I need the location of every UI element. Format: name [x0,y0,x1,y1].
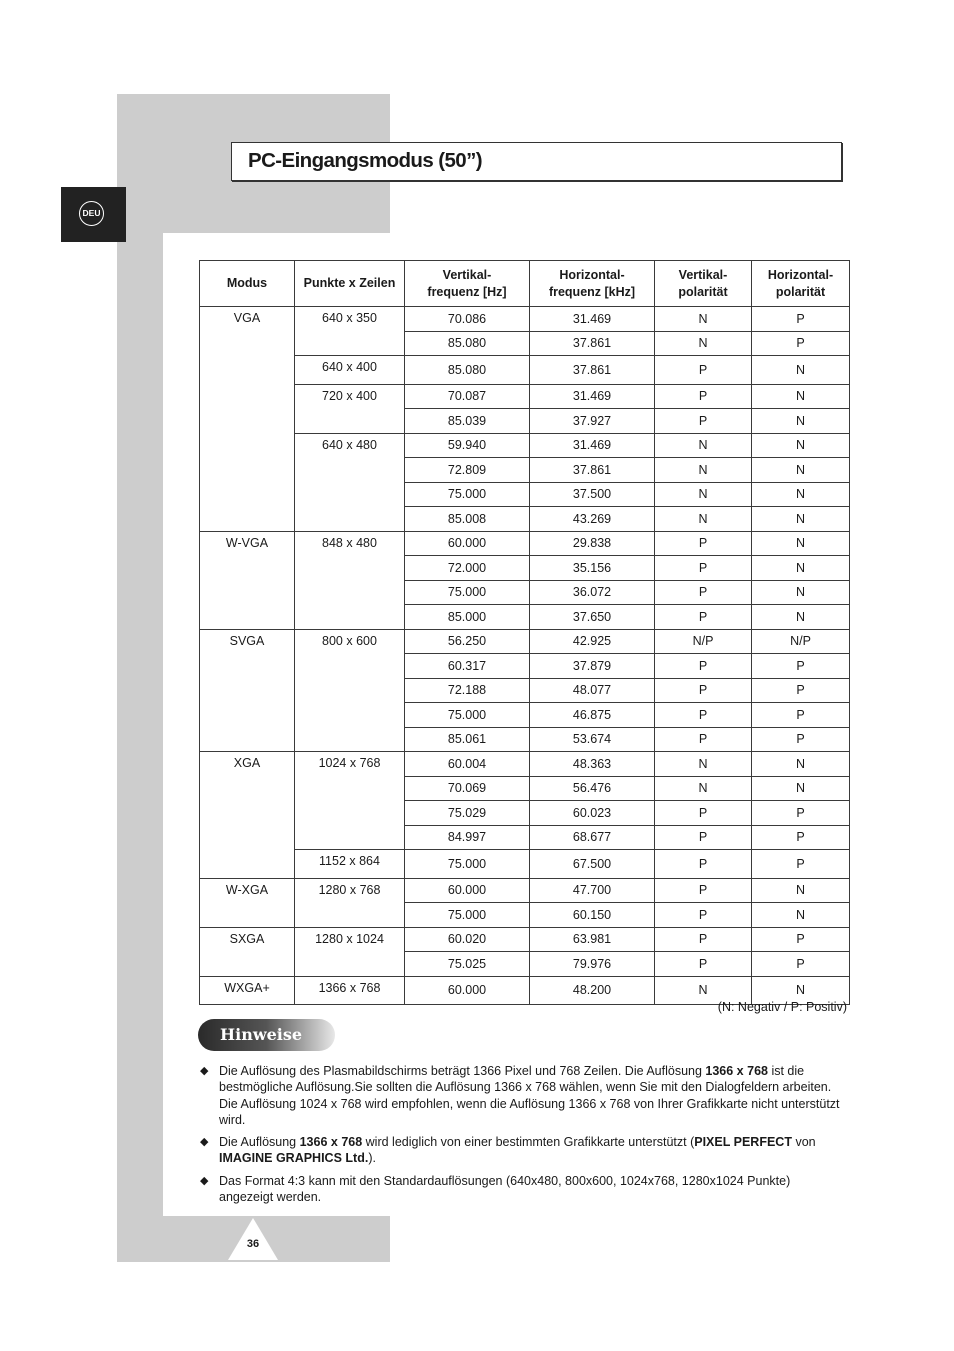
vertical-frequency-cell: 75.000 [405,482,530,507]
horizontal-frequency-cell: 47.700 [530,878,655,903]
table-row [200,850,850,879]
horizontal-frequency-cell: 43.269 [530,507,655,532]
vertical-polarity-cell: P [655,727,752,752]
resolution-cell: 640 x 480 [295,433,405,531]
vertical-polarity-cell: P [655,580,752,605]
vertical-frequency-cell: 84.997 [405,825,530,850]
table-row [200,356,850,385]
horizontal-frequency-cell: 31.469 [530,307,655,332]
table-row [200,927,850,952]
vertical-polarity-cell: P [655,531,752,556]
decor-band-left [117,233,163,1216]
vertical-frequency-cell: 85.080 [405,356,530,385]
vertical-polarity-cell: P [655,605,752,630]
vertical-polarity-cell: P [655,384,752,409]
vertical-frequency-cell: 85.000 [405,605,530,630]
horizontal-polarity-cell: N [752,384,850,409]
horizontal-polarity-cell: N/P [752,629,850,654]
horizontal-polarity-cell: N [752,976,850,1005]
table-body [200,307,850,1005]
polarity-legend: (N: Negativ / P: Positiv) [717,1000,847,1014]
horizontal-polarity-cell: N [752,433,850,458]
horizontal-polarity-cell: P [752,825,850,850]
vertical-polarity-cell: P [655,409,752,434]
resolution-cell: 640 x 350 [295,307,405,356]
diamond-bullet-icon: ◆ [200,1065,209,1077]
vertical-polarity-cell: N [655,458,752,483]
horizontal-frequency-cell: 79.976 [530,952,655,977]
horizontal-frequency-cell: 63.981 [530,927,655,952]
notes-heading: Hinweise [220,1025,303,1044]
note-emphasis: PIXEL PERFECT [694,1135,792,1150]
vertical-frequency-cell: 75.025 [405,952,530,977]
horizontal-polarity-cell: N [752,776,850,801]
horizontal-frequency-cell: 48.363 [530,752,655,777]
vertical-polarity-cell: P [655,903,752,928]
horizontal-frequency-cell: 68.677 [530,825,655,850]
horizontal-frequency-cell: 31.469 [530,384,655,409]
horizontal-frequency-cell: 42.925 [530,629,655,654]
header-horizontalpolaritaet: Horizontal- polarität [752,261,850,307]
table-row [200,878,850,903]
horizontal-polarity-cell: P [752,678,850,703]
page-number: 36 [246,1238,260,1250]
horizontal-polarity-cell: N [752,556,850,581]
vertical-frequency-cell: 60.004 [405,752,530,777]
vertical-polarity-cell: N [655,433,752,458]
resolution-cell: 1024 x 768 [295,752,405,850]
horizontal-polarity-cell: N [752,507,850,532]
vertical-frequency-cell: 70.087 [405,384,530,409]
horizontal-frequency-cell: 37.927 [530,409,655,434]
mode-cell: VGA [200,307,295,532]
table-row [200,384,850,409]
language-tab [61,187,126,242]
table-row [200,307,850,332]
horizontal-polarity-cell: N [752,752,850,777]
header-punkte-x-zeilen: Punkte x Zeilen [295,261,405,307]
horizontal-frequency-cell: 35.156 [530,556,655,581]
resolution-cell: 1152 x 864 [295,850,405,879]
vertical-frequency-cell: 59.940 [405,433,530,458]
pc-mode-table [199,260,850,1005]
resolution-cell: 848 x 480 [295,531,405,629]
vertical-frequency-cell: 75.000 [405,580,530,605]
horizontal-polarity-cell: P [752,307,850,332]
table-row [200,629,850,654]
title-box [231,142,842,181]
diamond-bullet-icon: ◆ [200,1136,209,1149]
vertical-polarity-cell: P [655,952,752,977]
resolution-cell: 800 x 600 [295,629,405,752]
vertical-frequency-cell: 85.008 [405,507,530,532]
horizontal-frequency-cell: 67.500 [530,850,655,879]
horizontal-polarity-cell: N [752,903,850,928]
horizontal-frequency-cell: 37.861 [530,356,655,385]
vertical-polarity-cell: P [655,678,752,703]
vertical-frequency-cell: 75.029 [405,801,530,826]
mode-cell: W-XGA [200,878,295,927]
notes-heading-badge [198,1019,335,1051]
header-horizontalfrequenz: Horizontal- frequenz [kHz] [530,261,655,307]
resolution-cell: 1366 x 768 [295,976,405,1005]
mode-cell: SVGA [200,629,295,752]
vertical-frequency-cell: 60.020 [405,927,530,952]
resolution-cell: 640 x 400 [295,356,405,385]
note-item [200,1063,845,1128]
note-emphasis: IMAGINE GRAPHICS Ltd. [219,1151,369,1166]
note-emphasis: 1366 x 768 [299,1135,363,1150]
vertical-frequency-cell: 56.250 [405,629,530,654]
note-text: von [791,1135,816,1150]
vertical-polarity-cell: P [655,356,752,385]
resolution-cell: 720 x 400 [295,384,405,433]
horizontal-polarity-cell: P [752,727,850,752]
header-modus: Modus [200,261,295,307]
horizontal-polarity-cell: N [752,458,850,483]
horizontal-polarity-cell: P [752,927,850,952]
notes-list [200,1063,845,1211]
horizontal-frequency-cell: 60.150 [530,903,655,928]
vertical-polarity-cell: P [655,825,752,850]
resolution-cell: 1280 x 1024 [295,927,405,976]
vertical-polarity-cell: P [655,878,752,903]
vertical-frequency-cell: 70.086 [405,307,530,332]
vertical-polarity-cell: P [655,801,752,826]
vertical-frequency-cell: 70.069 [405,776,530,801]
vertical-frequency-cell: 72.809 [405,458,530,483]
horizontal-polarity-cell: P [752,801,850,826]
vertical-frequency-cell: 85.039 [405,409,530,434]
vertical-frequency-cell: 75.000 [405,703,530,728]
note-item [200,1173,845,1206]
vertical-polarity-cell: N [655,976,752,1005]
horizontal-frequency-cell: 53.674 [530,727,655,752]
horizontal-frequency-cell: 60.023 [530,801,655,826]
vertical-polarity-cell: P [655,850,752,879]
horizontal-polarity-cell: N [752,605,850,630]
vertical-frequency-cell: 75.000 [405,903,530,928]
vertical-polarity-cell: N/P [655,629,752,654]
horizontal-polarity-cell: N [752,482,850,507]
vertical-polarity-cell: P [655,654,752,679]
vertical-frequency-cell: 60.000 [405,531,530,556]
note-text: wird lediglich von einer bestimmten Grafikkarte unterstützt ( [362,1135,695,1150]
mode-cell: WXGA+ [200,976,295,1005]
horizontal-polarity-cell: N [752,580,850,605]
note-text: Das Format 4:3 kann mit den Standardauflösungen (640x480, 800x600, 1024x768, 1280x1024 Punkte) angezeigt werden. [219,1173,791,1205]
horizontal-frequency-cell: 48.077 [530,678,655,703]
vertical-frequency-cell: 85.080 [405,331,530,356]
vertical-polarity-cell: N [655,776,752,801]
vertical-polarity-cell: N [655,752,752,777]
vertical-frequency-cell: 75.000 [405,850,530,879]
header-vertikalfrequenz: Vertikal- frequenz [Hz] [405,261,530,307]
horizontal-frequency-cell: 56.476 [530,776,655,801]
horizontal-frequency-cell: 29.838 [530,531,655,556]
vertical-polarity-cell: N [655,331,752,356]
vertical-frequency-cell: 60.000 [405,878,530,903]
horizontal-frequency-cell: 31.469 [530,433,655,458]
horizontal-polarity-cell: N [752,409,850,434]
vertical-frequency-cell: 60.317 [405,654,530,679]
horizontal-polarity-cell: P [752,850,850,879]
horizontal-frequency-cell: 36.072 [530,580,655,605]
vertical-polarity-cell: N [655,507,752,532]
vertical-frequency-cell: 72.000 [405,556,530,581]
note-item [200,1134,845,1167]
note-text: Die Auflösung des Plasmabildschirms beträgt 1366 Pixel und 768 Zeilen. Die Auflösung [219,1064,706,1078]
note-text: ist die bestmögliche Auflösung.Sie sollten die Auflösung 1366 x 768 wählen, wenn Sie mit den Dialogfeldern arbeiten. Die Auflösung 1024 x 768 wird empfohlen, wenn die Auflösung 1366 x 768 von Ihrer Grafikkarte nicht unterstützt wird. [219,1064,840,1127]
note-emphasis: 1366 x 768 [705,1064,768,1078]
horizontal-frequency-cell: 37.650 [530,605,655,630]
table-header-row [200,261,850,307]
vertical-frequency-cell: 72.188 [405,678,530,703]
horizontal-polarity-cell: P [752,654,850,679]
table-row [200,433,850,458]
horizontal-frequency-cell: 48.200 [530,976,655,1005]
horizontal-polarity-cell: P [752,331,850,356]
vertical-polarity-cell: N [655,307,752,332]
horizontal-polarity-cell: P [752,703,850,728]
note-text: Die Auflösung [219,1135,300,1150]
mode-cell: XGA [200,752,295,879]
page-title: PC-Eingangsmodus (50”) [248,149,482,172]
horizontal-frequency-cell: 37.861 [530,458,655,483]
vertical-polarity-cell: P [655,927,752,952]
horizontal-polarity-cell: N [752,531,850,556]
table-row [200,752,850,777]
note-text: ). [368,1151,376,1166]
horizontal-frequency-cell: 37.861 [530,331,655,356]
vertical-polarity-cell: N [655,482,752,507]
horizontal-frequency-cell: 46.875 [530,703,655,728]
diamond-bullet-icon: ◆ [200,1174,209,1187]
horizontal-frequency-cell: 37.879 [530,654,655,679]
horizontal-polarity-cell: P [752,952,850,977]
vertical-polarity-cell: P [655,703,752,728]
table-row [200,531,850,556]
mode-cell: SXGA [200,927,295,976]
resolution-cell: 1280 x 768 [295,878,405,927]
vertical-frequency-cell: 60.000 [405,976,530,1005]
vertical-polarity-cell: P [655,556,752,581]
header-vertikalpolaritaet: Vertikal- polarität [655,261,752,307]
language-badge: DEU [79,201,104,226]
vertical-frequency-cell: 85.061 [405,727,530,752]
mode-cell: W-VGA [200,531,295,629]
horizontal-frequency-cell: 37.500 [530,482,655,507]
horizontal-polarity-cell: N [752,878,850,903]
horizontal-polarity-cell: N [752,356,850,385]
